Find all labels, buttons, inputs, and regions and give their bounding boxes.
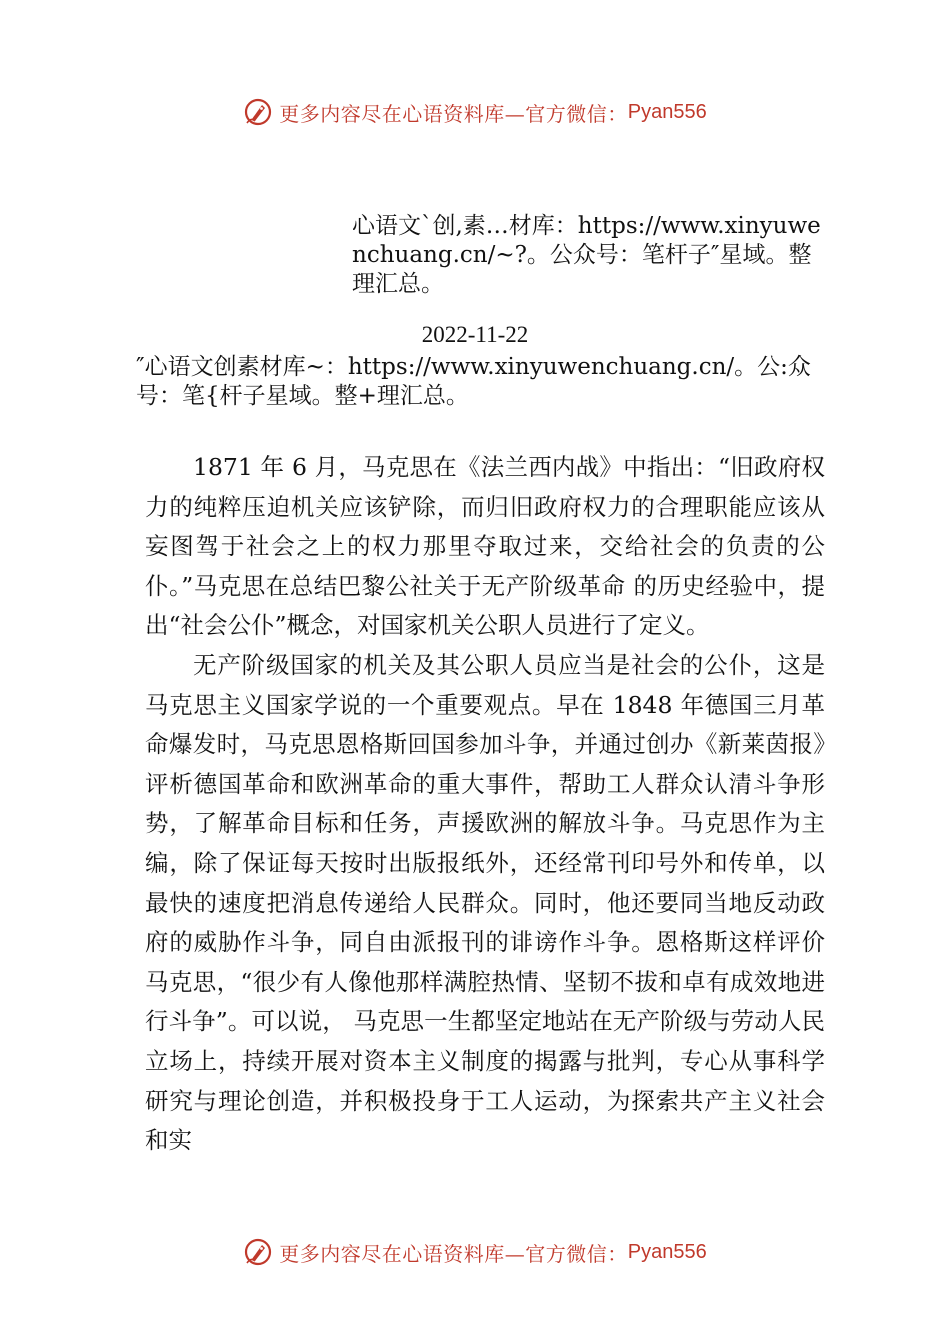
document-date: 2022-11-22 [421,322,529,347]
footer-banner [0,1232,950,1272]
article-body [145,448,825,1161]
header-banner-text: 更多内容尽在心语资料库—官方微信： [279,101,628,126]
footer-banner-text: 更多内容尽在心语资料库—官方微信： [279,1241,628,1266]
footer-banner-handle: Pyan556 [627,1240,707,1263]
header-banner-handle: Pyan556 [627,100,707,123]
source-note: 心语文`创,素…材库：https://www.xinyuwenchuang.cn/~?。公众号：笔杆子″星域。整理汇总。 [352,213,821,297]
paragraph: 1871 年 6 月，马克思在《法兰西内战》中指出：“旧政府权力的纯粹压迫机关应该铲除，而归旧政府权力的合理职能应该从妄图驾于社会之上的权力那里夺取过来，交给社会的负责的公仆。”马克思在总结巴黎公社关于无产阶级革命 的历史经验中，提出“社会公仆”概念，对国家机关公职人员进行了定义。 [145,453,825,640]
pen-nib-logo-icon [243,1237,273,1267]
header-banner [0,92,950,132]
paragraph: 无产阶级国家的机关及其公职人员应当是社会的公仆，这是马克思主义国家学说的一个重要观点。早在 1848 年德国三月革命爆发时，马克思恩格斯回国参加斗争，并通过创办《新莱茵报》评析德国革命和欧洲革命的重大事件，帮助工人群众认清斗争形势，了解革命目标和任务，声援欧洲的解放斗争。马克思作为主编，除了保证每天按时出版报纸外，还经常刊印号外和传单，以最快的速度把消息传递给人民群众。同时，他还要同当地反动政府的威胁作斗争，同自由派报刊的诽谤作斗争。恩格斯这样评价马克思，“很少有人像他那样满腔热情、坚韧不拔和卓有成效地进行斗争”。可以说， 马克思一生都坚定地站在无产阶级与劳动人民立场上，持续开展对资本主义制度的揭露与批判，专心从事科学研究与理论创造，并积极投身于工人运动，为探索共产主义社会和实 [145,650,825,1155]
source-note-secondary: ″心语文创素材库~：https://www.xinyuwenchuang.cn/。公:众号：笔{杆子星域。整+理汇总。 [136,354,811,409]
pen-nib-logo-icon [243,97,273,127]
